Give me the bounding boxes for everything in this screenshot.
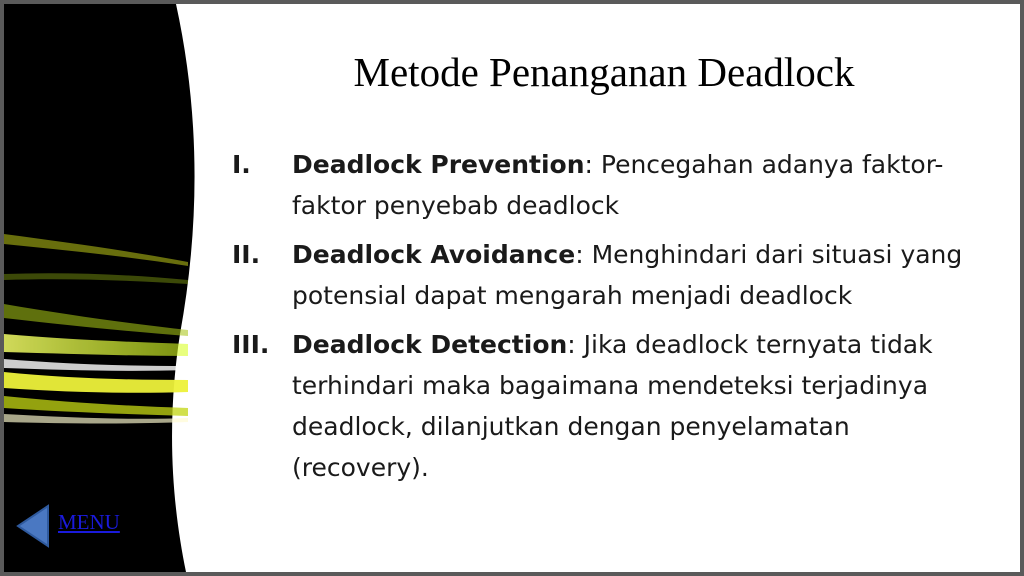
item-term: Deadlock Avoidance bbox=[292, 240, 576, 269]
item-term: Deadlock Detection bbox=[292, 330, 568, 359]
list-item bbox=[232, 324, 992, 488]
item-description: : Pencegahan adanya faktor-faktor penyebab deadlock bbox=[292, 150, 944, 220]
item-description: : Jika deadlock ternyata tidak terhindari maka bagaimana mendeteksi terjadinya deadlock, dilanjutkan dengan penyelamatan (recovery). bbox=[292, 330, 933, 482]
item-numeral: III. bbox=[232, 330, 270, 359]
list-item bbox=[232, 234, 992, 316]
item-description: : Menghindari dari situasi yang potensial dapat mengarah menjadi deadlock bbox=[292, 240, 963, 310]
triangle-left-icon[interactable] bbox=[16, 504, 50, 548]
method-list bbox=[232, 144, 992, 496]
menu-navigation bbox=[16, 504, 120, 548]
list-item bbox=[232, 144, 992, 226]
menu-link[interactable]: MENU bbox=[58, 509, 120, 534]
item-numeral: II. bbox=[232, 240, 261, 269]
item-term: Deadlock Prevention bbox=[292, 150, 585, 179]
decorative-side-panel bbox=[4, 4, 204, 572]
slide-title: Metode Penanganan Deadlock bbox=[353, 49, 855, 95]
item-numeral: I. bbox=[232, 150, 251, 179]
slide bbox=[4, 4, 1020, 572]
